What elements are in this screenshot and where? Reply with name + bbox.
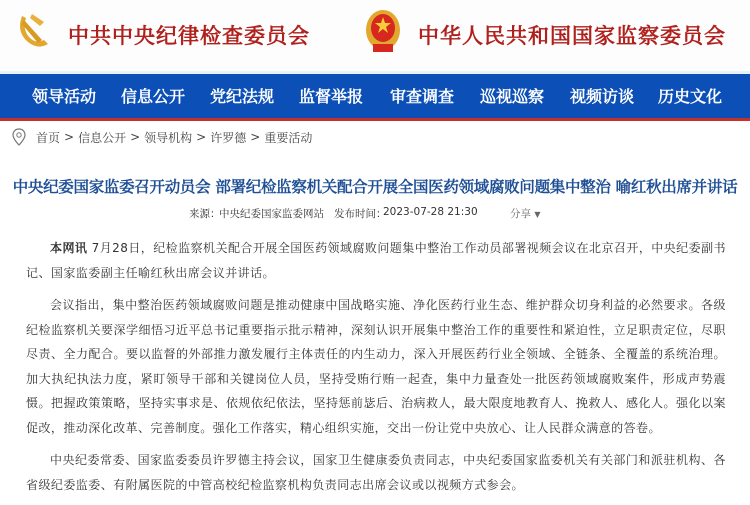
article-body [26, 236, 726, 505]
location-pin-icon [12, 128, 26, 146]
breadcrumb-person[interactable]: 许罗德 [210, 130, 247, 145]
nav-report[interactable]: 监督举报 [299, 87, 364, 106]
nav-inspection[interactable]: 巡视巡察 [480, 87, 545, 106]
nav-investigation[interactable]: 审查调查 [390, 87, 455, 106]
time-label: 发布时间： [334, 208, 387, 220]
source-label: 来源： [189, 208, 221, 220]
nsc-name: 中华人民共和国国家监察委员会 [418, 23, 726, 48]
share-label: 分享 [510, 208, 531, 220]
main-nav [0, 74, 750, 121]
lead: 本网讯 [50, 241, 88, 255]
breadcrumb-home[interactable]: 首页 [36, 130, 61, 145]
ccdi-name: 中共中央纪律检查委员会 [68, 23, 310, 48]
paragraph: 会议指出，集中整治医药领域腐败问题是推动健康中国战略实施、净化医药行业生态、维护群众切身利益的必然要求。各级纪检监察机关要深学细悟习近平总书记重要指示批示精神，深刻认识开展集中整治工作的重要性和紧迫性，立足职责定位，尽职尽责、全力配合。要以监督的外部推力激发履行主体责任的内生动力，深入开展医药行业全领域、全链条、全覆盖的系统治理。加大执纪执法力度，紧盯领导干部和关键岗位人员，坚持受贿行贿一起查，集中力量查处一批医药领域腐败案件，形成声势震慑。把握政策策略，坚持实事求是、依规依纪依法，坚持惩前毖后、治病救人，最大限度地教育人、挽救人、感化人。强化以案促改，推动深化改革、完善制度。强化工作落实，精心组织实施，交出一份让党中央放心、让人民群众满意的答卷。 [26, 298, 726, 435]
nav-video[interactable]: 视频访谈 [570, 87, 635, 106]
publish-time: 2023-07-28 21:30 [383, 206, 478, 218]
article-title: 中央纪委国家监委召开动员会 部署纪检监察机关配合开展全国医药领域腐败问题集中整治 喻红秋出席并讲话 [12, 178, 738, 196]
national-emblem-icon [364, 8, 402, 58]
paragraph-text: 7月28日，纪检监察机关配合开展全国医药领域腐败问题集中整治工作动员部署视频会议在北京召开，中央纪委副书记、国家监委副主任喻红秋出席会议并讲话。 [26, 241, 726, 280]
breadcrumb-leadership[interactable]: 领导机构 [144, 130, 193, 145]
chevron-down-icon: ▼ [534, 210, 541, 219]
party-emblem-icon [14, 10, 54, 54]
breadcrumb-current[interactable]: 重要活动 [264, 130, 313, 145]
nav-leadership[interactable]: 领导活动 [32, 87, 97, 106]
breadcrumb-separator: > [250, 130, 261, 144]
nav-info[interactable]: 信息公开 [121, 87, 186, 106]
site-header [0, 0, 750, 72]
breadcrumb [12, 128, 312, 146]
breadcrumb-separator: > [130, 130, 141, 144]
nav-regulations[interactable]: 党纪法规 [210, 87, 275, 106]
paragraph [26, 236, 726, 285]
paragraph: 中央纪委常委、国家监委委员许罗德主持会议，国家卫生健康委负责同志，中央纪委国家监委机关有关部门和派驻机构、各省级纪委监委、有附属医院的中管高校纪检监察机构负责同志出席会议或以视频方式参会。 [26, 453, 726, 492]
share-button[interactable] [510, 206, 541, 221]
nav-history[interactable]: 历史文化 [658, 87, 723, 106]
breadcrumb-separator: > [196, 130, 207, 144]
breadcrumb-info[interactable]: 信息公开 [78, 130, 127, 145]
breadcrumb-separator: > [64, 130, 75, 144]
source: 中央纪委国家监委网站 [219, 208, 324, 220]
